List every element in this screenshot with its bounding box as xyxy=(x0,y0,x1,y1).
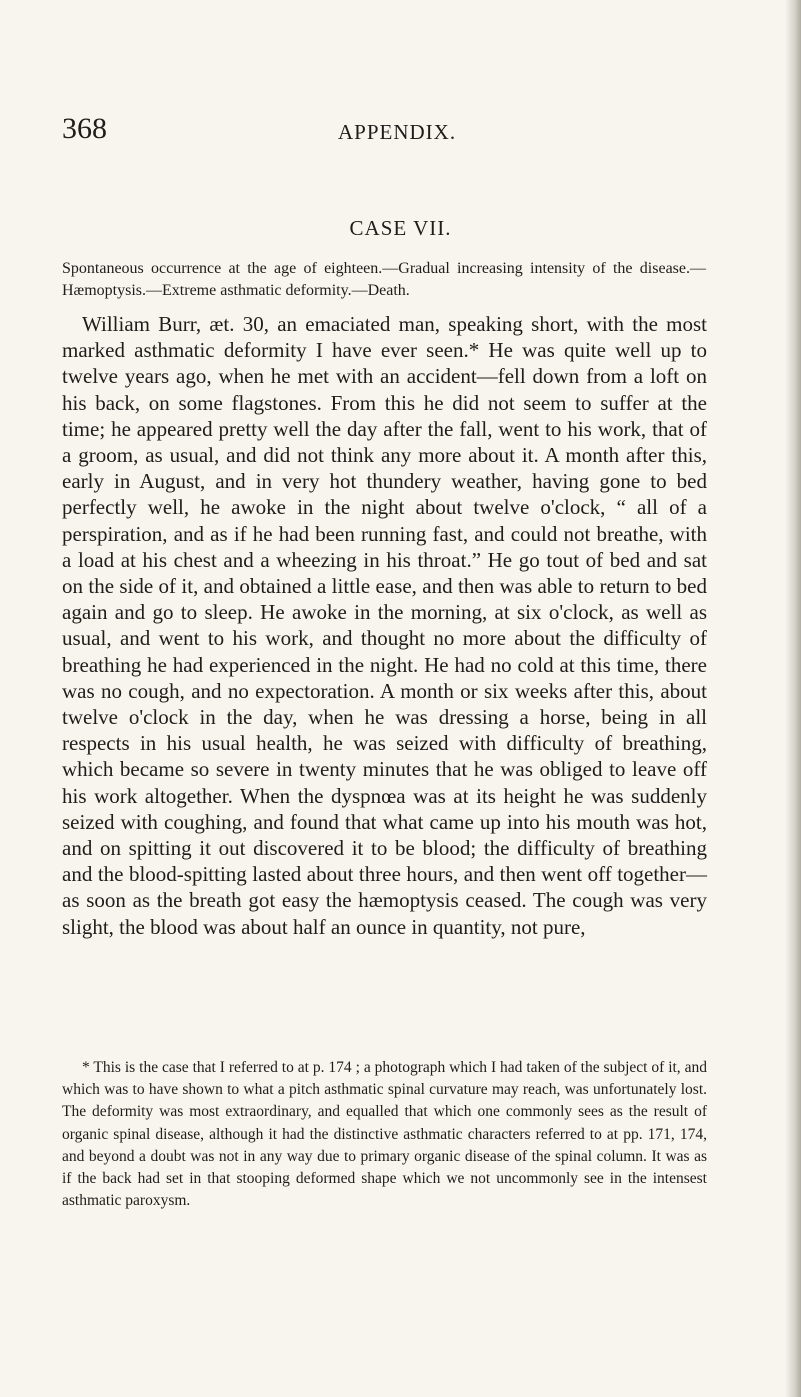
footnote-text: * This is the case that I referred to at p. 174 ; a photograph which I had taken of the subject of it, and which was to have shown to what a pitch asthmatic spinal curvature may reach, was unfortunately lost. The deformity was most extraordinary, and equalled that which one commonly sees as the result of organic spinal disease, although it had the distinctive asthmatic characters referred to at pp. 171, 174, and beyond a doubt was not in any way due to primary organic disease of the spinal column. It was as if the back had set in that stooping deformed shape which we not uncommonly see in the intensest asthmatic paroxysm. xyxy=(62,1059,707,1210)
page-edge-shadow xyxy=(785,0,801,1397)
case-title: CASE VII. xyxy=(349,216,452,240)
case-summary: Spontaneous occurrence at the age of eighteen.—Gradual increasing intensity of the disease.—Hæmoptysis.—Extreme asthmatic deformity.—Death. xyxy=(62,260,706,299)
footnote xyxy=(62,1057,707,1212)
running-head: APPENDIX. xyxy=(338,120,457,144)
body-paragraph: William Burr, æt. 30, an emaciated man, speaking short, with the most marked asthmatic deformity I have ever seen.* He was quite well up to twelve years ago, when he met with an accident—fell down from a loft on his back, on some flagstones. From this he did not seem to suffer at the time; he appeared pretty well the day after the fall, went to his work, that of a groom, as usual, and did not think any more about it. A month after this, early in August, and in very hot thundery weather, having gone to bed perfectly well, he awoke in the night about twelve o'clock, “ all of a perspiration, and as if he had been running fast, and could not breathe, with a load at his chest and a wheezing in his throat.” He go tout of bed and sat on the side of it, and obtained a little ease, and then was able to return to bed again and go to sleep. He awoke in the morning, at six o'clock, as well as usual, and went to his work, and thought no more about the difficulty of breathing he had experienced in the night. He had no cold at this time, there was no cough, and no expectoration. A month or six weeks after this, about twelve o'clock in the day, when he was dressing a horse, being in all respects in his usual health, he was seized with difficulty of breathing, which became so severe in twenty minutes that he was obliged to leave off his work altogether. When the dyspnœa was at its height he was suddenly seized with coughing, and found that what came up into his mouth was hot, and on spitting it out discovered it to be blood; the difficulty of breathing and the blood-spitting lasted about three hours, and then went off together—as soon as the breath got easy the hæmoptysis ceased. The cough was very slight, the blood was about half an ounce in quantity, not pure, xyxy=(62,312,707,939)
page-number: 368 xyxy=(62,112,107,145)
body-text xyxy=(62,311,707,940)
page-header xyxy=(0,112,801,152)
